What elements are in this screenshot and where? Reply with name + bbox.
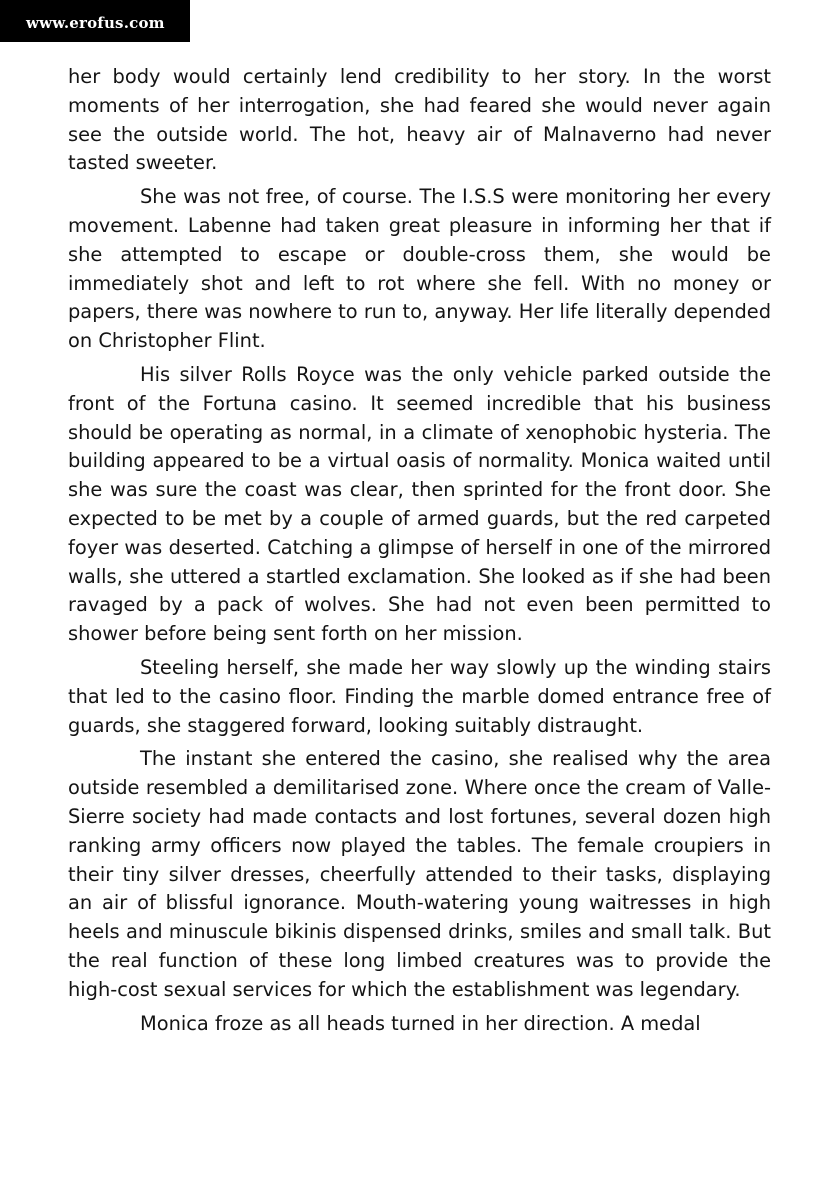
paragraph-1: her body would certainly lend credibility to her story. In the worst moments of her interrogation, she had feared she would never again see the outside world. The hot, heavy air of Malnaverno had never tasted sweeter.: [68, 65, 771, 175]
paragraph-4: Steeling herself, she made her way slowly up the winding stairs that led to the casino floor. Finding the marble domed entrance free of guards, she staggered forward, looking suitably distraught.: [68, 655, 771, 737]
paragraph-5: The instant she entered the casino, she realised why the area outside resembled a demilitarised zone. Where once the cream of Valle-Sierre society had made contacts and lost fortunes, several dozen high ranking army officers now played the tables. The female croupiers in their tiny silver dresses, cheerfully attended to their tasks, displaying an air of blissful ignorance. Mouth-watering young waitresses in high heels and minuscule bikinis dispensed drinks, smiles and small talk. But the real function of these long limbed creatures was to provide the high-cost sexual services for which the establishment was legendary.: [68, 747, 771, 1001]
paragraph-3: His silver Rolls Royce was the only vehicle parked outside the front of the Fortuna casino. It seemed incredible that his business should be operating as normal, in a climate of xenophobic hysteria. The building appeared to be a virtual oasis of normality. Monica waited until she was sure the coast was clear, then sprinted for the front door. She expected to be met by a couple of armed guards, but the red carpeted foyer was deserted. Catching a glimpse of herself in one of the mirrored walls, she uttered a startled exclamation. She looked as if she had been ravaged by a pack of wolves. She had not even been permitted to shower before being sent forth on her mission.: [68, 362, 771, 646]
watermark-text: www.erofus.com: [26, 14, 165, 32]
watermark-banner: [0, 0, 190, 42]
paragraph-2: She was not free, of course. The I.S.S were monitoring her every movement. Labenne had taken great pleasure in informing her that if she attempted to escape or double-cross them, she would be immediately shot and left to rot where she fell. With no money or papers, there was nowhere to run to, anyway. Her life literally depended on Christopher Flint.: [68, 185, 771, 353]
paragraph-6: Monica froze as all heads turned in her direction. A medal: [140, 1011, 701, 1035]
document-page: [68, 63, 771, 1043]
